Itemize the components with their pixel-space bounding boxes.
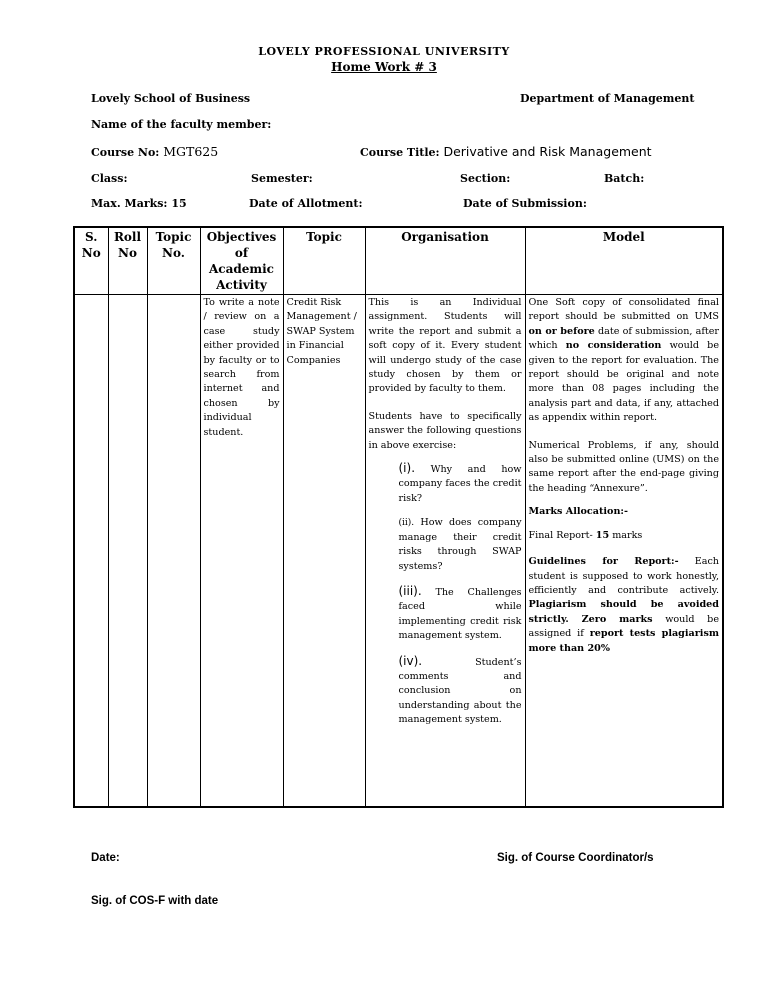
header-topic: Topic xyxy=(283,227,365,295)
coordinator-signature-label: Sig. of Course Coordinator/s xyxy=(497,852,654,864)
marks-allocation-heading xyxy=(529,505,720,519)
guidelines-threshold: report tests plagiarism more than 20% xyxy=(528,628,719,654)
cos-signature-label: Sig. of COS-F with date xyxy=(91,895,219,907)
model-p1-part-a: One Soft copy of consolidated final report should be submitted on UMS xyxy=(528,297,719,323)
section-label: Section: xyxy=(460,172,511,185)
organisation-instruction: Students have to specifically answer the following questions in above exercise: xyxy=(368,410,522,451)
course-title-value: Derivative and Risk Management xyxy=(443,144,652,159)
submission-label: Date of Submission: xyxy=(463,197,587,210)
activity-table xyxy=(73,226,724,808)
guidelines-plagiarism: Plagiarism should be avoided strictly. Zero marks xyxy=(528,599,719,625)
max-marks: Max. Marks: 15 xyxy=(91,197,187,210)
question-4 xyxy=(399,654,522,728)
cell-objectives xyxy=(200,295,283,808)
header-sno: S. No xyxy=(74,227,108,295)
course-no xyxy=(91,144,218,159)
model-paragraph-2: Numerical Problems, if any, should also be submitted online (UMS) on the same report after the end-page giving the heading “Annexure”. xyxy=(528,439,719,494)
question-4-number: (iv). xyxy=(398,653,423,668)
faculty-label: Name of the faculty member: xyxy=(91,118,272,131)
cell-topic-no xyxy=(147,295,200,808)
guidelines-paragraph xyxy=(529,555,720,656)
question-4-text: Student’s comments and conclusion on understanding about the management system. xyxy=(398,656,522,726)
semester-label: Semester: xyxy=(251,172,313,185)
topic-text: Credit Risk Management / SWAP System in Financial Companies xyxy=(286,297,357,366)
model-p1-on-or-before: on or before xyxy=(528,325,595,337)
course-title-label: Course Title: xyxy=(360,146,440,159)
cell-roll xyxy=(108,295,147,808)
cell-sno xyxy=(74,295,108,808)
course-title xyxy=(360,144,652,159)
university-name: LOVELY PROFESSIONAL UNIVERSITY xyxy=(258,45,510,58)
final-report-value: 15 xyxy=(595,529,610,541)
school-name: Lovely School of Business xyxy=(91,92,251,105)
question-2 xyxy=(399,516,522,574)
table-row xyxy=(74,295,723,808)
table-header-row xyxy=(74,227,723,295)
allotment-label: Date of Allotment: xyxy=(249,197,363,210)
date-label: Date: xyxy=(91,852,120,864)
homework-title: Home Work # 3 xyxy=(331,60,437,74)
model-p1-no-consideration: no consideration xyxy=(565,340,662,352)
guidelines-heading: Guidelines for Report:- xyxy=(528,556,679,568)
final-report-unit: marks xyxy=(609,529,643,541)
question-3-number: (iii). xyxy=(398,583,422,598)
model-paragraph-1 xyxy=(529,296,720,426)
header-organisation: Organisation xyxy=(365,227,525,295)
model-p1-part-e: would be given to the report for evaluation. The report should be original and note more than 08 pages including the analysis part and data, if any, attached as appendix within report. xyxy=(528,340,719,424)
class-label: Class: xyxy=(91,172,128,185)
course-no-value: MGT625 xyxy=(163,144,219,159)
cell-model xyxy=(525,295,723,808)
question-3 xyxy=(399,584,522,644)
batch-label: Batch: xyxy=(604,172,645,185)
header-topic-no: Topic No. xyxy=(147,227,200,295)
final-report-label: Final Report- xyxy=(528,529,596,541)
question-1 xyxy=(399,461,522,506)
header-roll: Roll No xyxy=(108,227,147,295)
question-1-number: (i). xyxy=(398,461,416,476)
model-p1-part-c: date of submission, after which xyxy=(528,325,719,352)
cell-topic xyxy=(283,295,365,808)
department-name: Department of Management xyxy=(520,92,695,105)
objectives-text: To write a note / review on a case study either provided by faculty or to search from internet and chosen by individual student. xyxy=(203,297,280,438)
course-no-label: Course No: xyxy=(91,146,160,159)
cell-organisation xyxy=(365,295,525,808)
final-report-marks xyxy=(529,529,720,543)
question-2-number: (ii). xyxy=(398,518,415,529)
question-1-text: Why and how company faces the credit risk? xyxy=(398,464,522,504)
marks-allocation-label: Marks Allocation:- xyxy=(528,506,628,518)
guidelines-text-2: would be assigned if xyxy=(528,613,719,640)
header-model: Model xyxy=(525,227,723,295)
guidelines-text-1: Each student is supposed to work honestly, efficiently and contribute actively. xyxy=(528,556,719,596)
header-objectives: Objectives of Academic Activity xyxy=(200,227,283,295)
question-3-text: The Challenges faced while implementing credit risk management system. xyxy=(398,586,522,642)
question-2-text: How does company manage their credit risks through SWAP systems? xyxy=(398,517,522,572)
organisation-intro: This is an Individual assignment. Students will write the report and submit a soft copy of it. Every student will undergo study of the case study chosen by them or provided by faculty to them. xyxy=(368,297,522,395)
